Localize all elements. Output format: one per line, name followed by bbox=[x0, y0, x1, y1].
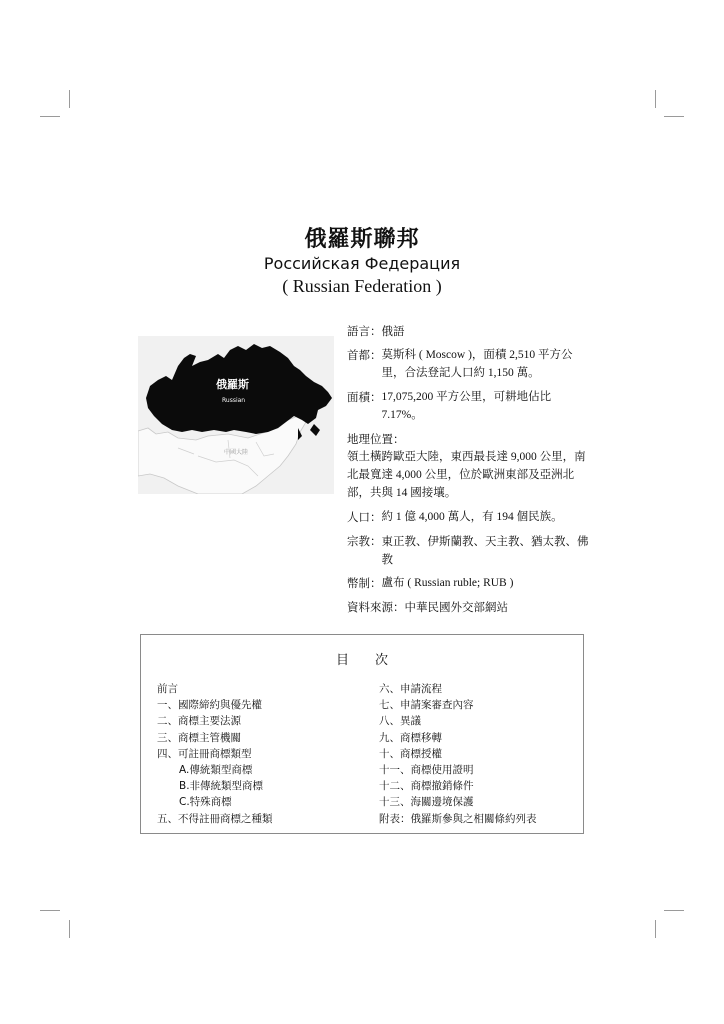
crop-mark bbox=[69, 90, 70, 108]
toc-entry[interactable]: 前言 bbox=[157, 683, 178, 695]
info-geography bbox=[347, 430, 589, 502]
toc-entry[interactable]: 附表：俄羅斯參與之相關條約列表 bbox=[379, 812, 537, 825]
toc-entry[interactable]: 一、國際締約與優先權 bbox=[157, 699, 262, 712]
info-value: 17,075,200 平方公里，可耕地佔比 7.17%。 bbox=[381, 391, 552, 421]
info-label: 語言： bbox=[347, 324, 382, 338]
info-label: 首都： bbox=[347, 348, 382, 362]
country-info bbox=[347, 322, 589, 622]
info-source bbox=[347, 598, 589, 616]
toc-entry[interactable]: 十二、商標撤銷條件 bbox=[379, 780, 474, 793]
info-value: 俄語 bbox=[381, 324, 405, 338]
toc-entry[interactable]: 六、申請流程 bbox=[379, 683, 442, 695]
toc-entry[interactable]: 五、不得註冊商標之種類 bbox=[157, 812, 273, 825]
toc-right-column bbox=[379, 681, 537, 827]
info-capital bbox=[347, 346, 589, 382]
toc-entry[interactable]: 八、異議 bbox=[379, 715, 421, 728]
toc-entry[interactable]: 十一、商標使用證明 bbox=[379, 764, 474, 777]
info-label: 面積： bbox=[347, 390, 382, 404]
toc-entry[interactable]: C.特殊商標 bbox=[179, 796, 232, 809]
info-currency bbox=[347, 574, 589, 592]
info-value: 莫斯科 ( Moscow )，面積 2,510 平方公里，合法登記人口約 1,150 萬。 bbox=[381, 349, 573, 379]
info-language bbox=[347, 322, 589, 340]
info-label: 幣制： bbox=[347, 576, 382, 590]
page-title: 俄羅斯聯邦 bbox=[304, 227, 420, 252]
crop-mark bbox=[40, 910, 60, 911]
info-area bbox=[347, 388, 589, 424]
russia-location-map bbox=[138, 336, 334, 494]
toc-entry[interactable]: 十、商標授權 bbox=[379, 747, 442, 760]
crop-mark bbox=[69, 920, 70, 938]
toc-entry[interactable]: 二、商標主要法源 bbox=[157, 715, 241, 728]
crop-mark bbox=[655, 90, 656, 108]
toc-entry[interactable]: A.傳統類型商標 bbox=[179, 764, 253, 777]
toc-entry[interactable]: 三、商標主管機關 bbox=[157, 731, 241, 744]
page-subtitle-english: ( Russian Federation ) bbox=[282, 276, 442, 296]
crop-mark bbox=[655, 920, 656, 938]
map-label-neighbor: 中國大陸 bbox=[224, 449, 249, 456]
toc-title: 目次 bbox=[335, 653, 414, 668]
table-of-contents bbox=[140, 634, 584, 834]
info-value: 領土橫跨歐亞大陸，東西最長達 9,000 公里，南北最寬達 4,000 公里，位於歐洲東部及亞洲北部，共與 14 國接壤。 bbox=[347, 451, 586, 499]
info-label: 資料來源： bbox=[347, 600, 405, 614]
page-subtitle-russian: Российская Федерация bbox=[263, 254, 461, 273]
toc-entry[interactable]: 七、申請案審查內容 bbox=[379, 699, 474, 712]
info-label: 地理位置： bbox=[347, 432, 405, 446]
toc-entry[interactable]: 十三、海關邊境保護 bbox=[379, 796, 474, 809]
info-religion bbox=[347, 532, 589, 568]
info-label: 人口： bbox=[347, 510, 382, 524]
info-value: 中華民國外交部網站 bbox=[404, 600, 508, 614]
info-value: 約 1 億 4,000 萬人，有 194 個民族。 bbox=[381, 511, 563, 523]
info-value: 東正教、伊斯蘭教、天主教、猶太教、佛教 bbox=[381, 534, 589, 566]
info-value: 盧布 ( Russian ruble; RUB ) bbox=[381, 577, 514, 589]
toc-entry[interactable]: 四、可註冊商標類型 bbox=[157, 747, 252, 760]
toc-left-column bbox=[157, 681, 273, 827]
info-label: 宗教： bbox=[347, 534, 382, 548]
toc-entry[interactable]: B.非傳統類型商標 bbox=[179, 780, 264, 793]
map-label-country: 俄羅斯 bbox=[216, 378, 249, 391]
info-population bbox=[347, 508, 589, 526]
toc-entry[interactable]: 九、商標移轉 bbox=[379, 731, 442, 744]
crop-mark bbox=[664, 116, 684, 117]
map-label-country-en: Russian bbox=[222, 397, 246, 404]
crop-mark bbox=[664, 910, 684, 911]
crop-mark bbox=[40, 116, 60, 117]
